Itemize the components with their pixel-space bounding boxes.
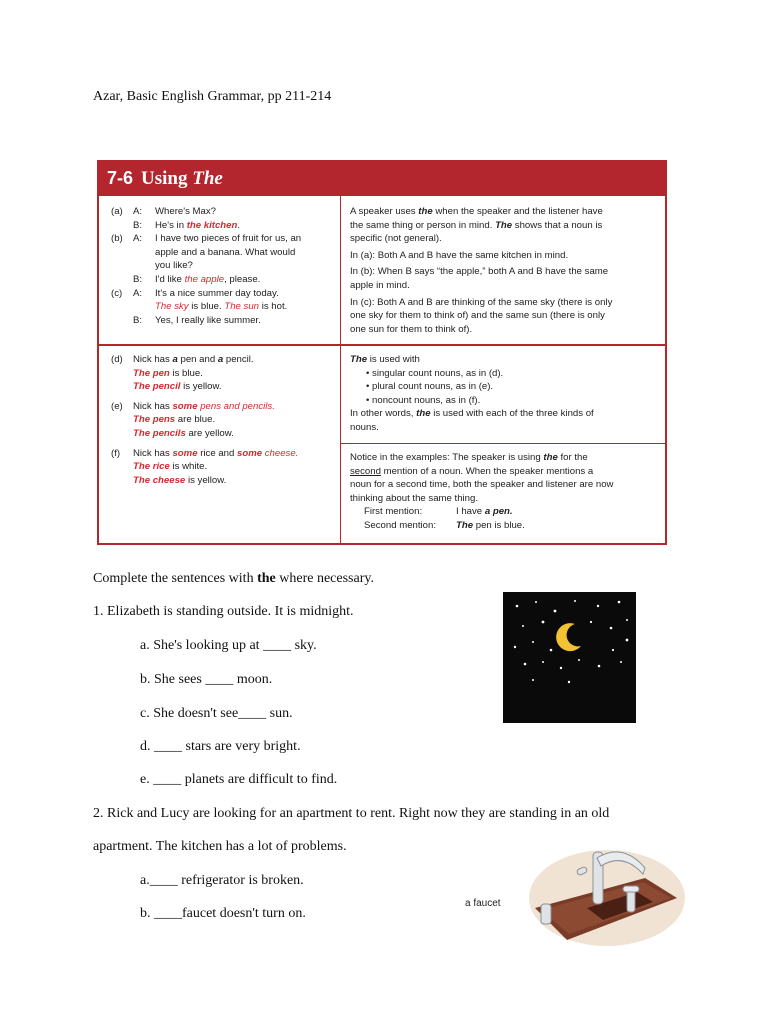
question-1d: d. ____ stars are very bright.	[140, 739, 301, 754]
question-2a: a.____ refrigerator is broken.	[140, 873, 304, 888]
citation-header: Azar, Basic English Grammar, pp 211-214	[93, 89, 332, 104]
question-1a: a. She's looking up at ____ sky.	[140, 638, 317, 653]
faucet-image	[527, 838, 685, 946]
row-divider	[99, 344, 665, 346]
column-divider	[340, 196, 341, 543]
explanation-noun-kinds: The is used with • singular count nouns, as in (d). • plural count nouns, as in (e). • noncount nouns, as in (f). In other words, the is used with each of the three kinds of nouns.	[350, 354, 594, 433]
exercise-instructions: Complete the sentences with the where necessary.	[93, 571, 374, 586]
night-sky-image	[503, 592, 636, 723]
question-1e: e. ____ planets are difficult to find.	[140, 772, 338, 787]
row-divider-right	[341, 443, 665, 444]
question-2-line1: 2. Rick and Lucy are looking for an apartment to rent. Right now they are standing in an old	[93, 806, 610, 821]
question-1: 1. Elizabeth is standing outside. It is midnight.	[93, 604, 354, 619]
faucet-caption: a faucet	[465, 898, 501, 909]
chart-number: 7-6	[107, 168, 134, 188]
faucet-icon	[527, 838, 685, 946]
grammar-chart	[97, 160, 667, 545]
moon-stars-icon	[503, 592, 636, 723]
explanation-specific: A speaker uses the when the speaker and the listener have the same thing or person in mind. The shows that a noun is specific (not general). In (a): Both A and B have the same kitchen in mind. In (b): When B says “the apple,” both A and B have the same apple in mind. In (c): Both A and B are thinking of the same sky (there is only one sky for them to think of) and the same sun (there is only one sun for them to think of).	[350, 206, 613, 335]
question-1b: b. She sees ____ moon.	[140, 672, 273, 687]
question-2b: b. ____faucet doesn't turn on.	[140, 906, 306, 921]
question-2-line2: apartment. The kitchen has a lot of problems.	[93, 839, 347, 854]
example-a: (a) A: Where's Max? B: He's in the kitchen. (b) A: I have two pieces of fruit for us, an apple and a banana. What would you like? B: I'd like the apple, please. (c) A: It's a nice summer day today. The sky is blue. The sun is hot. B: Yes, I really like summer.	[111, 206, 302, 326]
explanation-second-mention: Notice in the examples: The speaker is using the for the second mention of a noun. When the speaker mentions a noun for a second time, both the speaker and listener are now thinking about the same thing. First mention: I have a pen. Second mention: The pen is blue.	[350, 452, 614, 531]
question-1c: c. She doesn't see____ sun.	[140, 706, 293, 721]
examples-d-f: (d) Nick has a pen and a pencil. The pen is blue. The pencil is yellow. (e) Nick has some pens and pencils. The pens are blue. The pencils are yellow. (f) Nick has some rice and some cheese. The rice is white. The cheese is yellow.	[111, 354, 299, 486]
chart-title: 7-6 Using The	[97, 160, 667, 196]
